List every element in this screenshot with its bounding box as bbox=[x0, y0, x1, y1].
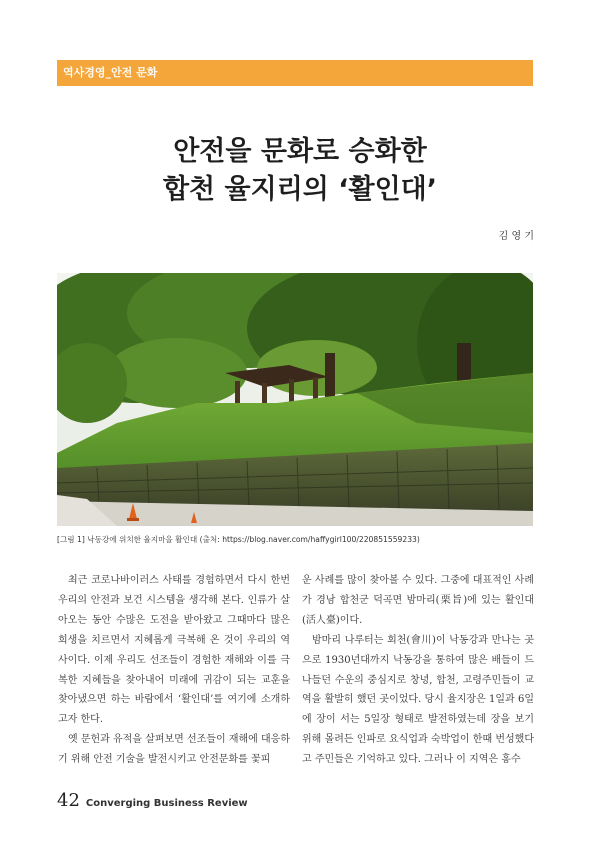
section-label: 역사경영_안전 문화 bbox=[63, 66, 158, 79]
article-title bbox=[0, 133, 600, 209]
journal-name: Converging Business Review bbox=[85, 798, 248, 809]
paragraph: 옛 문헌과 유적을 살펴보면 선조들이 재해에 대응하기 위해 안전 기술을 발전시키고 안전문화를 꽃피 bbox=[58, 734, 290, 766]
paragraph: 운 사례를 많이 찾아볼 수 있다. 그중에 대표적인 사례가 경남 합천군 덕곡면 밤마리(栗旨)에 있는 활인대(活人臺)이다. bbox=[302, 575, 534, 626]
paragraph: 밤마리 나루터는 회천(會川)이 낙동강과 만나는 곳으로 1930년대까지 낙동강을 통하여 많은 배들이 드나들던 수운의 중심지로 창녕, 합천, 고령주민들이 교역을 활발히 했던 곳이었다. 당시 율지장은 1일과 6일에 장이 서는 5일장 형태로 발전하였는데 장을 보기 위해 몰려든 인파로 요식업과 숙박업이 한때 번성했다고 주민들은 기억하고 있다. 그러나 이 지역은 홍수 bbox=[302, 634, 534, 766]
title-line-1: 안전을 문화로 승화한 bbox=[173, 136, 427, 167]
paragraph: 최근 코로나바이러스 사태를 경험하면서 다시 한번 우리의 안전과 보건 시스템을 생각해 본다. 인류가 살아오는 동안 수많은 도전을 받아왔고 그때마다 많은 희생을 치르면서 지혜롭게 극복해 온 것이 우리의 역사이다. 이제 우리도 선조들이 경험한 재해와 이를 극복한 지혜들을 찾아내어 미래에 귀감이 되는 교훈을 찾아냈으면 하는 바람에서 ‘활인대’를 여기에 소개하고자 한다. bbox=[58, 575, 290, 726]
author-name: 김 영 기 bbox=[498, 231, 534, 242]
body-column-left bbox=[58, 571, 290, 770]
figure-photo bbox=[57, 273, 533, 526]
section-header-bar bbox=[57, 60, 533, 86]
title-line-2: 합천 율지리의 ‘활인대’ bbox=[162, 174, 438, 205]
body-column-right bbox=[302, 571, 534, 770]
figure-caption: [그림 1] 낙동강에 위치한 율지마을 활인대 (출처: https://blog.naver.com/haffygirl100/220851559233) bbox=[57, 535, 420, 544]
page-number: 42 bbox=[57, 790, 80, 811]
page-footer bbox=[57, 790, 248, 811]
pavilion-photo-illustration bbox=[57, 273, 533, 526]
